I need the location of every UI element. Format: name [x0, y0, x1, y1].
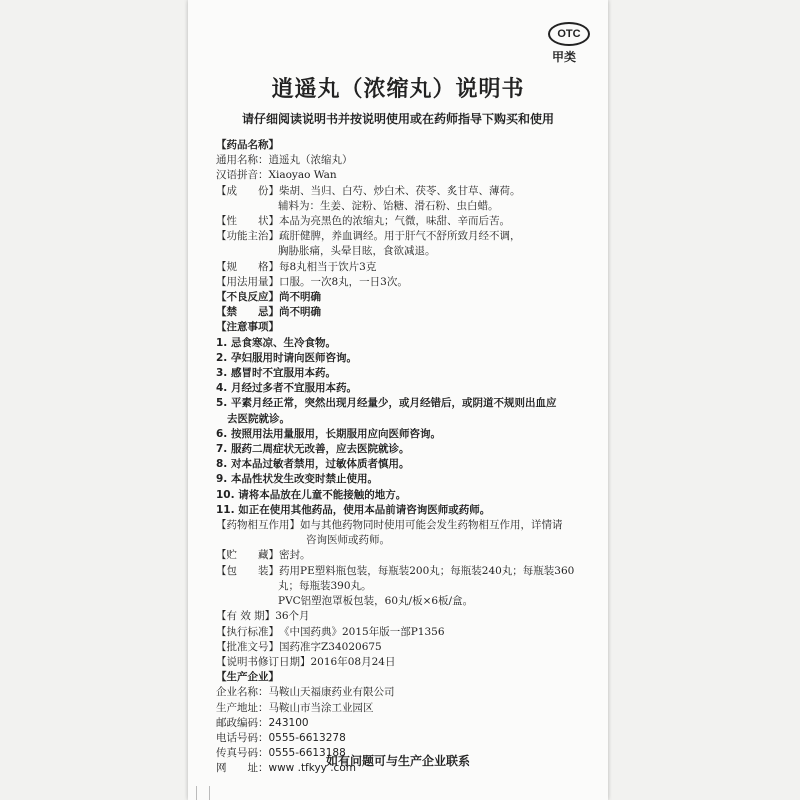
row-label: 【禁 忌】: [216, 306, 279, 319]
row-label: 【药品名称】: [216, 139, 279, 151]
row-value: 感冒时不宜服用本药。: [230, 367, 336, 380]
leaflet-row: [216, 199, 586, 214]
row-value: 辅料为：生姜、淀粉、饴糖、滑石粉、虫白蜡。: [278, 199, 499, 212]
row-value: 如与其他药物同时使用可能会发生药物相互作用，详情请: [300, 519, 563, 532]
row-value: 对本品过敏者禁用，过敏体质者慎用。: [230, 458, 410, 471]
row-label: 企业名称：: [216, 686, 269, 699]
row-label: 汉语拼音：: [216, 169, 269, 182]
leaflet-row: [216, 457, 586, 472]
row-label: 4.: [216, 382, 231, 395]
leaflet-row: [216, 366, 586, 381]
row-label: 【药物相互作用】: [216, 519, 300, 532]
row-label: 【生产企业】: [216, 671, 279, 684]
row-value: 2016年08月24日: [310, 655, 396, 668]
row-value: 孕妇服用时请向医师咨询。: [230, 351, 357, 364]
leaflet-row: [216, 260, 586, 275]
row-label: 5.: [216, 397, 231, 410]
row-value: 忌食寒凉、生冷食物。: [230, 336, 336, 349]
leaflet-row: [216, 168, 586, 183]
leaflet-row: [216, 214, 586, 229]
leaflet-row: [216, 503, 586, 518]
row-value: 尚不明确: [279, 291, 321, 304]
row-label: 生产地址：: [216, 701, 269, 714]
row-label: 1.: [216, 336, 231, 349]
leaflet-row: [216, 716, 586, 731]
row-label: 【注意事项】: [216, 321, 279, 334]
leaflet-row: [216, 670, 586, 685]
row-value: 243100: [268, 716, 309, 729]
row-value: 0555-6613188: [268, 747, 346, 760]
row-value: 国药准字Z34020675: [279, 640, 382, 653]
row-value: www .tfkyy .com: [268, 762, 356, 775]
document-subtitle: 请仔细阅读说明书并按说明使用或在药师指导下购买和使用: [241, 112, 554, 126]
leaflet-row: [216, 290, 586, 305]
leaflet-row: [216, 381, 586, 396]
row-value: 柴胡、当归、白芍、炒白术、茯苓、炙甘草、薄荷。: [279, 184, 521, 197]
row-value: 请将本品放在儿童不能接触的地方。: [238, 488, 407, 501]
row-label: [216, 412, 227, 427]
leaflet-row: [216, 184, 586, 199]
row-value: 去医院就诊。: [226, 412, 290, 425]
contact-footer: 如有问题可与生产企业联系: [325, 754, 470, 768]
row-label: 9.: [216, 473, 231, 486]
row-label: 8.: [216, 458, 231, 471]
leaflet-row: [216, 655, 586, 670]
leaflet-row: [216, 305, 586, 320]
leaflet-row: [216, 518, 586, 533]
leaflet-row: [216, 336, 586, 351]
row-label: 【性 状】: [216, 215, 279, 228]
row-value: 0555-6613278: [268, 731, 346, 744]
row-value: 每8丸相当于饮片3克: [279, 260, 377, 273]
leaflet-row: [216, 320, 586, 335]
row-value: [279, 138, 586, 153]
leaflet-row: [216, 579, 586, 594]
row-label: 10.: [216, 488, 239, 501]
leaflet-row: [216, 412, 586, 427]
row-label: 【贮 藏】: [216, 549, 279, 562]
row-value: 服药二周症状无改善，应去医院就诊。: [230, 443, 410, 456]
row-value: 本品为亮黑色的浓缩丸；气微，味甜、辛而后苦。: [279, 215, 510, 228]
leaflet-row: [216, 472, 586, 487]
row-value: 咨询医师或药师。: [306, 534, 390, 547]
row-label: 【用法用量】: [216, 275, 279, 288]
row-value: [279, 670, 586, 685]
leaflet-row: [216, 685, 586, 700]
leaflet-row: [216, 153, 586, 168]
row-value: 月经过多者不宜服用本药。: [230, 382, 357, 395]
leaflet-row: [216, 396, 586, 411]
leaflet-row: [216, 701, 586, 716]
row-label: 网 址：: [216, 762, 269, 775]
row-value: 逍遥丸（浓缩丸）: [268, 154, 353, 167]
leaflet-row: [216, 594, 586, 609]
row-value: 密封。: [279, 549, 311, 562]
row-value: PVC铝塑泡罩板包装，60丸/板×6板/盒。: [278, 595, 474, 608]
leaflet-row: [216, 229, 586, 244]
row-label: 2.: [216, 351, 231, 364]
leaflet-row: [216, 488, 586, 503]
leaflet-row: [216, 625, 586, 640]
row-value: 药用PE塑料瓶包装，每瓶装200丸；每瓶装240丸；每瓶装360: [279, 564, 575, 577]
document-title: 逍遥丸（浓缩丸）说明书: [271, 77, 525, 102]
leaflet-row: [216, 731, 586, 746]
leaflet-row: [216, 351, 586, 366]
row-value: 尚不明确: [279, 306, 321, 319]
leaflet-row: [216, 275, 586, 290]
instruction-leaflet: [188, 0, 608, 800]
leaflet-body: [216, 138, 586, 777]
row-label: 【规 格】: [216, 260, 279, 273]
leaflet-row: [216, 548, 586, 563]
row-label: 【成 份】: [216, 184, 279, 197]
leaflet-row: [216, 427, 586, 442]
row-value: 如正在使用其他药品，使用本品前请咨询医师或药师。: [238, 503, 491, 516]
row-value: 《中国药典》2015年版一部P1356: [279, 625, 445, 638]
row-label: 【不良反应】: [216, 291, 279, 304]
row-label: 11.: [216, 503, 239, 516]
row-value: 平素月经正常，突然出现月经量少，或月经错后，或阴道不规则出血应: [230, 397, 557, 410]
row-label: 【包 装】: [216, 564, 279, 577]
row-value: 本品性状发生改变时禁止使用。: [230, 473, 378, 486]
package-tab-decoration: [196, 786, 210, 800]
row-label: 【有 效 期】: [216, 610, 276, 623]
row-value: 丸；每瓶装390丸。: [278, 579, 372, 592]
row-value: 口服。一次8丸，一日3次。: [279, 275, 408, 288]
leaflet-row: [216, 609, 586, 624]
row-label: 【功能主治】: [216, 230, 279, 243]
row-label: 【说明书修订日期】: [216, 655, 311, 668]
row-label: 3.: [216, 367, 231, 380]
leaflet-row: [216, 138, 586, 153]
row-label: 【批准文号】: [216, 640, 279, 653]
row-label: 电话号码：: [216, 731, 269, 744]
row-label: 7.: [216, 443, 231, 456]
leaflet-row: [216, 640, 586, 655]
row-value: 按照用法用量服用，长期服用应向医师咨询。: [230, 427, 441, 440]
row-label: 通用名称：: [216, 154, 269, 167]
row-value: [279, 320, 586, 335]
row-value: 疏肝健脾，养血调经。用于肝气不舒所致月经不调，: [279, 230, 521, 243]
row-label: 传真号码：: [216, 747, 269, 760]
row-label: 邮政编码：: [216, 716, 269, 729]
row-value: 胸胁胀痛，头晕目眩，食欲减退。: [278, 245, 436, 258]
row-value: Xiaoyao Wan: [268, 169, 337, 182]
row-value: 马鞍山天福康药业有限公司: [268, 686, 395, 699]
leaflet-row: [216, 442, 586, 457]
leaflet-row: [216, 244, 586, 259]
otc-type-label: 甲类: [552, 50, 577, 64]
otc-badge: OTC: [548, 22, 590, 46]
row-label: 6.: [216, 427, 231, 440]
leaflet-row: [216, 533, 586, 548]
leaflet-row: [216, 564, 586, 579]
row-value: 马鞍山市当涂工业园区: [268, 701, 374, 714]
row-value: 36个月: [275, 610, 310, 623]
row-label: 【执行标准】: [216, 625, 279, 638]
